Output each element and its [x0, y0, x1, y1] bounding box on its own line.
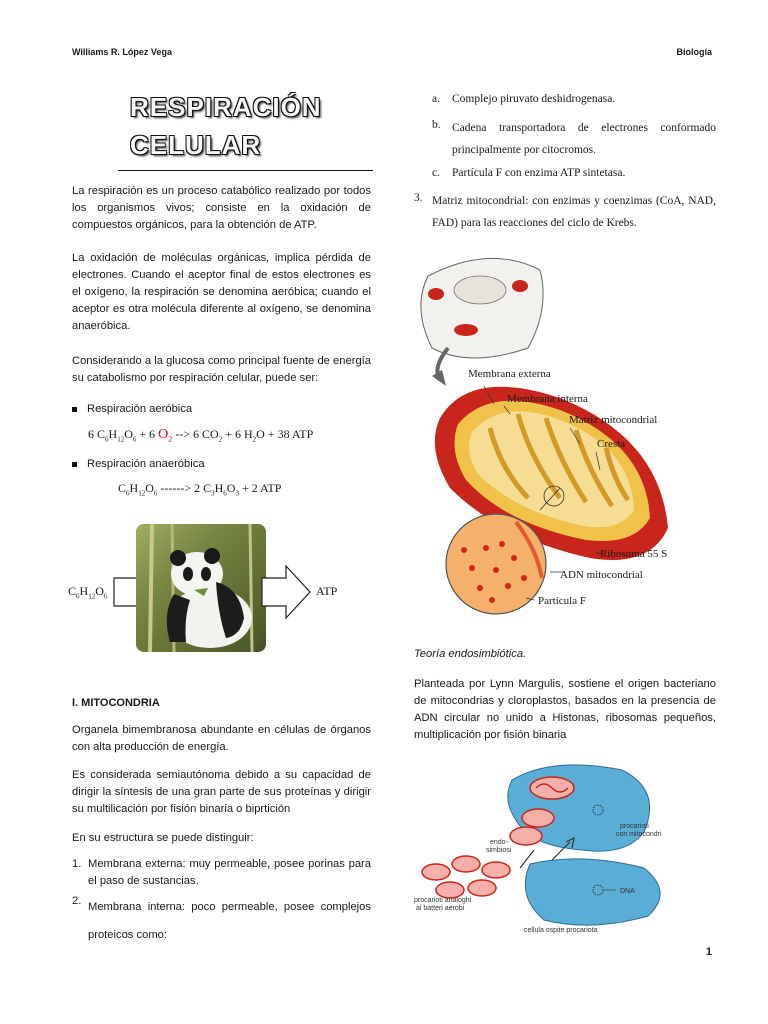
page-title — [130, 88, 380, 164]
section-heading-mitocondria: I. MITOCONDRIA — [72, 697, 160, 709]
title-rule — [118, 170, 373, 171]
paragraph-semiautonoma: Es considerada semiautónoma debido a su capacidad de dirigir la síntesis de una gran parte de sus proteínas y dirigir su multilicación por fisión binaria o biprtición — [72, 769, 371, 815]
bullet-aerobic — [72, 401, 192, 418]
list-number-1: 1. — [72, 858, 82, 870]
label-procarioti-analoghi: procarioti analoghi — [414, 897, 472, 904]
bullet-aerobic-label: Respiración aeróbica — [87, 403, 193, 415]
oxygen-symbol: O — [158, 427, 169, 442]
sublist-letter-b: b. — [432, 119, 441, 131]
label-cresta: Cresta — [597, 438, 626, 450]
label-simbiosi: simbiosi — [486, 847, 512, 854]
label-batteri-aerobi: ai batteri aerobi — [416, 905, 465, 912]
label-particula-f: Partícula F — [538, 595, 586, 607]
paragraph-intro: La respiración es un proceso catabólico realizado por todos los organismos vivos; consiste en la oxidación de compuestos orgánicos, para la obtención de ATP. — [72, 185, 371, 231]
equation-aerobic: 6 $C_6H_{12}O_6 + 6$ $O_2$ --> 6 $CO_2 + 6$ $H_2O + 38$ ATP — [88, 427, 314, 444]
list-number-3: 3. — [414, 192, 423, 204]
sublist-item-cadena: Cadena transportadora de electrones conformado principalmente por citocromos. — [452, 122, 716, 156]
diagram-atp-output: ATP — [316, 584, 338, 598]
panda-diagram — [112, 518, 322, 654]
paragraph-organela: Organela bimembranosa abundante en células de órganos con alta producción de energía. — [72, 724, 371, 753]
aerobic-bacteria — [422, 856, 510, 898]
header-subject: Biología — [676, 47, 712, 57]
list-item-matriz: Matriz mitocondrial: con enzimas y coenzimas (CoA, NAD, FAD) para las reacciones del ciclo de Krebs. — [432, 195, 716, 229]
list-item-membrana-interna: Membrana interna: poco permeable, posee complejos proteicos como: — [88, 901, 371, 941]
label-adn-mitocondrial: ADN mitocondrial — [560, 569, 643, 581]
heading-teoria-endosimbiotica: Teoría endosimbiótica. — [414, 648, 527, 660]
label-cellula-ospite: cellula ospite procariota — [524, 927, 598, 934]
paragraph-glucose: Considerando a la glucosa como principal fuente de energía su catabolismo por respiración celular, puede ser: — [72, 355, 371, 384]
label-matriz-mitocondrial: Matriz mitocondrial — [569, 414, 658, 426]
bullet-square-icon — [72, 462, 77, 467]
label-dna: DNA — [620, 888, 635, 895]
panda-photo — [136, 524, 266, 652]
equation-anaerobic: $C_6H_{12}O_6$ ------> 2 $C_3H_6O_3 + 2$ ATP — [118, 481, 282, 498]
sublist-letter-a: a. — [432, 93, 440, 105]
arrow-right-icon — [262, 566, 310, 618]
title-line-2: CELULAR — [130, 130, 262, 160]
bullet-anaerobic-label: Respiración anaeróbica — [87, 458, 205, 470]
paragraph-margulis: Planteada por Lynn Margulis, sostiene el origen bacteriano de mitocondrias y cloroplastos, basados en la presencia de ADN circular no unido a Histonas, ribosomas pequeños, multiplicación por fisión binaria — [414, 678, 716, 741]
label-membrana-externa: Membrana externa — [468, 368, 551, 380]
title-line-1: RESPIRACIÓN — [130, 92, 322, 122]
mitochondria-illustration — [410, 248, 690, 618]
list-item-membrana-externa: Membrana externa: muy permeable, posee porinas para el paso de sustancias. — [88, 858, 371, 887]
label-ribosoma: Ribosoma 55 S — [600, 548, 668, 560]
bullet-anaerobic — [72, 456, 205, 473]
label-membrana-interna: Membrana interna — [507, 393, 588, 405]
paragraph-estructura: En su estructura se puede distinguir: — [72, 832, 254, 844]
sublist-letter-c: c. — [432, 167, 440, 179]
sublist-item-particula: Partícula F con enzima ATP sintetasa. — [452, 167, 626, 179]
paragraph-oxidation: La oxidación de moléculas orgánicas, implica pérdida de electrones. Cuando el aceptor final de estos electrones es el oxígeno, la respiración se denomina aeróbica; cuando el aceptor es otra molécula diferente al oxígeno, se denomina anaeróbica. — [72, 252, 371, 332]
label-con-mitocondri: con mitocondri — [616, 831, 662, 838]
label-endo: endo- — [490, 839, 508, 846]
header-author: Williams R. López Vega — [72, 47, 172, 57]
host-cell — [525, 859, 660, 925]
sublist-item-piruvato: Complejo piruvato deshidrogenasa. — [452, 93, 616, 105]
list-number-2: 2. — [72, 895, 82, 907]
bullet-square-icon — [72, 407, 77, 412]
endosymbiosis-illustration — [412, 760, 712, 940]
label-procarioti-1: procarioti — [620, 823, 649, 830]
diagram-glucose-input: $C_6H_{12}O_6$ — [68, 584, 108, 601]
cell-outline — [421, 258, 543, 358]
page-number: 1 — [705, 946, 712, 958]
